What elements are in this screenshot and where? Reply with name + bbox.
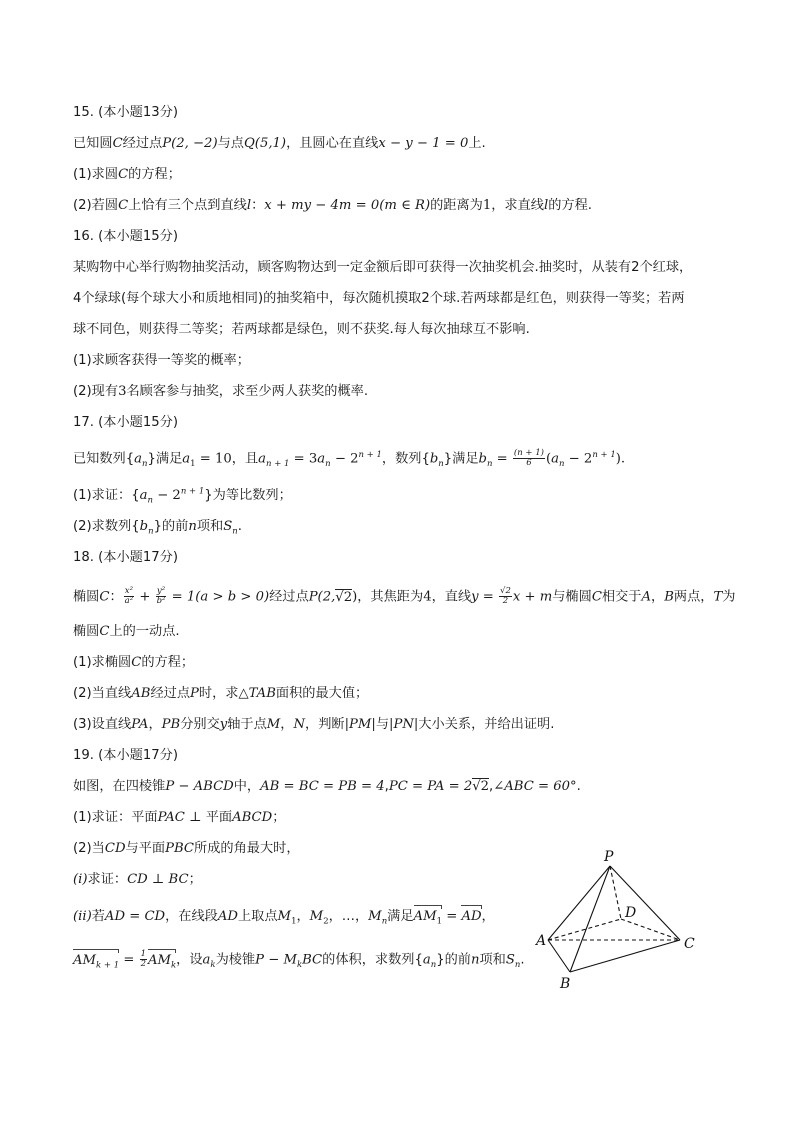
problem-19-part-2: (2)当CD与平面PBC所成的角最大时， [73,841,300,856]
problem-16-line-3: 球不同色，则获得二等奖；若两球都是绿色，则不获奖.每人每次抽球互不影响. [73,322,530,337]
problem-18-stem-2: 椭圆C上的一动点. [73,624,180,639]
problem-15-stem: 已知圆C经过点P(2, −2)与点Q(5,1)，且圆心在直线x − y − 1 = 0上. [73,136,486,151]
edge-ab [548,940,570,972]
problem-19-part-1: (1)求证：平面PAC ⊥ 平面ABCD； [73,810,286,825]
label-b: B [560,976,571,992]
edge-bc [570,940,680,972]
label-a: A [536,933,547,949]
problem-16-part-2: (2)现有3名顾客参与抽奖，求至少两人获奖的概率. [73,384,369,399]
problem-17-stem: 已知数列$\{a_n\}$满足$a_1 = 10$，且$a_{n + 1} = 3a_n - 2^{n + 1}$，数列$\{b_n\}$满足$b_n$ = $\frac{(n + 1)}{6}$ $(a_n - 2^{n + 1})$. [73,448,626,470]
label-d: D [625,905,637,921]
problem-17-part-1: (1)求证：$\{a_n - 2^{n + 1}\}$为等比数列； [73,486,292,506]
problem-17-part-2: (2)求数列$\{b_n\}$的前n项和$S_n$. [73,519,242,537]
label-c: C [684,936,695,952]
problem-18-part-1: (1)求椭圆C的方程； [73,655,195,670]
edge-pb [570,866,610,972]
vector-am1: $AM_1$ [413,909,442,927]
problem-19-sub-ii-cont: $AM_{k + 1}$ = $\frac{1}{2}$ $AM_k$，设$a_k$为棱锥$P - M_kBC$的体积，求数列$\{a_n\}$的前n项和$S_n$. [73,949,525,971]
problem-19-sub-i: (i)求证：CD ⊥ BC； [73,872,202,887]
vector-ad: AD [461,909,482,924]
vector-am-k: $AM_k$ [147,952,177,971]
problem-16-part-1: (1)求顾客获得一等奖的概率； [73,353,250,368]
problem-17-header: 17. (本小题15分) [73,415,178,430]
edge-pa [548,866,610,940]
edge-dc [621,919,680,940]
problem-16-line-1: 某购物中心举行购物抽奖活动，顾客购物达到一定金额后即可获得一次抽奖机会.抽奖时，从装有2个红球， [73,260,693,275]
problem-18-part-2: (2)当直线AB经过点P时，求△TAB面积的最大值； [73,686,369,701]
problem-18-header: 18. (本小题17分) [73,550,178,565]
problem-15-part-1: (1)求圆C的方程； [73,167,181,182]
problem-19-stem: 如图，在四棱锥P − ABCD中，AB = BC = PB = 4,PC = PA = 2√2,∠ABC = 60°. [73,779,581,794]
edge-pd [610,866,621,919]
vector-am-k-plus-1: $AM_{k + 1}$ [73,952,120,971]
problem-16-line-2: 4个绿球(每个球大小和质地相同)的抽奖箱中，每次随机摸取2个球.若两球都是红色，则获得一等奖；若两 [73,291,685,306]
pyramid-figure [530,846,710,992]
edge-pc [610,866,680,940]
problem-16-header: 16. (本小题15分) [73,229,178,244]
problem-19-header: 19. (本小题17分) [73,748,178,763]
problem-15-part-2: (2)若圆C上恰有三个点到直线l：x + my − 4m = 0(m ∈ R)的距离为1，求直线l的方程. [73,198,592,213]
edge-ad [548,919,621,940]
problem-18-stem: 椭圆C： $\frac{\text{x²}}{\text{a²}}$ + $\frac{\text{y²}}{\text{b²}}$ = 1(a > b > 0)经过点P(2,√2)，其焦距为4，直线y = $\frac{√2}{2}$ x + m与椭圆C相交于A，B两点，T为 [73,586,736,606]
problem-18-part-3: (3)设直线PA，PB分别交y轴于点M，N，判断|PM|与|PN|大小关系，并给出证明. [73,717,555,732]
label-p: P [604,849,614,865]
problem-19-sub-ii: (ii)若AD = CD，在线段AD上取点$M_1$，$M_2$，…，$M_n$满足$AM_1$ = AD， [73,909,495,927]
problem-15-header: 15. (本小题13分) [73,105,178,120]
